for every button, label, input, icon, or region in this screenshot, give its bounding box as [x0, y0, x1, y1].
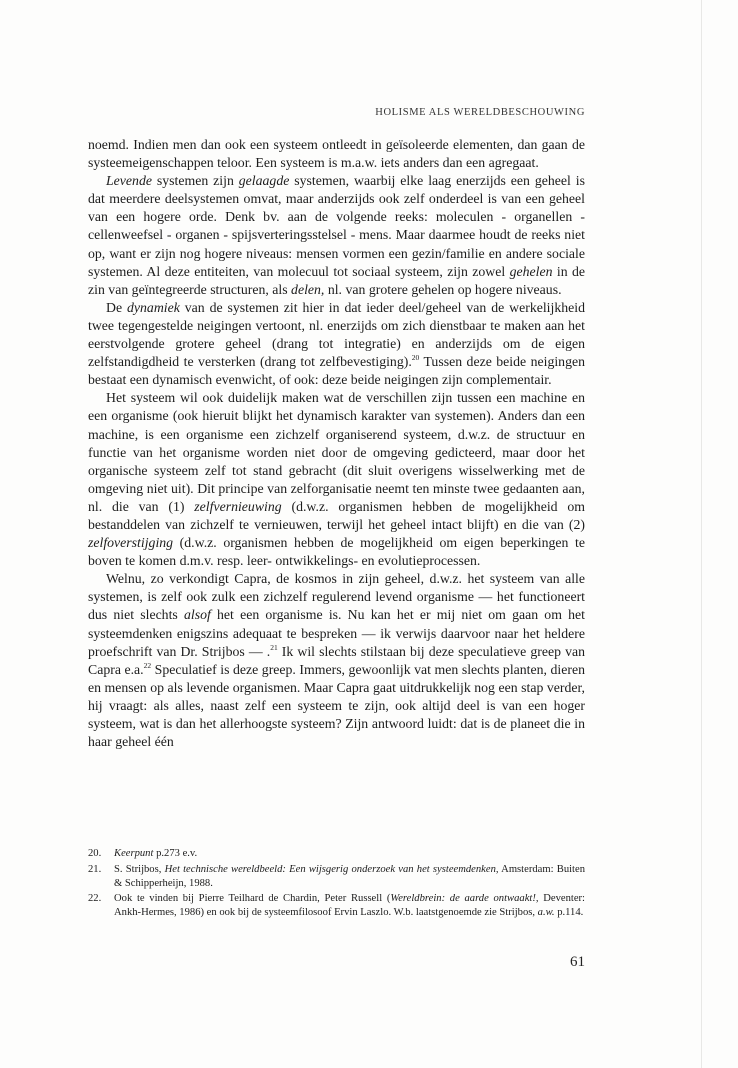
- paragraph: [88, 299, 585, 389]
- text-run: p.273 e.v.: [153, 848, 198, 859]
- footnote-text: [114, 893, 585, 918]
- footnote-reference: 22: [143, 660, 152, 670]
- text-run: Welnu, zo verkondigt Capra, de kosmos in zijn geheel, d.w.z. het systeem van alle systemen, is zelf ook zulk een zichzelf regulerend levend organisme — het functioneert dus niet slechts: [88, 571, 585, 623]
- italic-run: zelfvernieuwing: [194, 498, 282, 514]
- text-run: Ik wil slechts stilstaan bij deze speculatieve greep van Capra e.a.: [88, 643, 586, 677]
- italic-run: Levende: [106, 173, 152, 189]
- footnotes: [88, 847, 585, 922]
- text-run: Speculatief is deze greep. Immers, gewoonlijk vat men slechts planten, dieren en mensen op als levende organismen. Maar Capra gaat uitdrukkelijk nog een stap verder, hij vraagt: als alles, naast zelf een systeem te zijn, ook altijd deel is van een hoger systeem, wat is dan het allerhoogste systeem? Zijn antwoord luidt: dat is de planeet die in haar geheel één: [88, 661, 585, 750]
- footnote-text: [114, 864, 585, 889]
- text-run: Tussen deze beide neigingen bestaat een dynamisch evenwicht, of ook: deze beide neigingen zijn complementair.: [88, 354, 586, 388]
- italic-run: gehelen: [509, 263, 553, 279]
- footnote-reference: 20: [411, 353, 420, 363]
- footnote: [88, 892, 585, 920]
- paragraph: [88, 570, 585, 751]
- paragraph: [88, 136, 585, 172]
- italic-run: zelfoverstijging: [88, 535, 174, 551]
- text-run: systemen, waarbij elke laag enerzijds een geheel is dat meerdere deelsystemen omvat, maar anderzijds ook zelf onderdeel is van een geheel van een hogere orde. Denk bv. aan de volgende reeks: moleculen - organellen - cellenweefsel - organen - spijsverteringsstelsel - mens. Maar daarmee houdt de reeks niet op, want er zijn nog hogere niveaus: mensen vormen een gezin/familie en andere sociale systemen. Al deze entiteiten, van molecuul tot sociaal systeem, zijn zowel: [88, 173, 585, 279]
- footnote-number: 21.: [88, 863, 102, 875]
- italic-run: Wereldbrein: de aarde ontwaakt!,: [390, 893, 539, 905]
- page-number: 61: [570, 954, 585, 970]
- running-head: HOLISME ALS WERELDBESCHOUWING: [375, 107, 585, 118]
- text-run: nl. van grotere gehelen op hogere niveaus.: [324, 281, 562, 297]
- text-run: (d.w.z. organismen hebben de mogelijkheid om bestanddelen van zichzelf te vernieuwen, terwijl het geheel intact blijft) en die van (2): [88, 498, 585, 532]
- text-run: De: [106, 299, 127, 315]
- text-run: Amsterdam: Buiten & Schipperheijn, 1988.: [114, 863, 585, 889]
- text-run: systemen zijn: [151, 173, 239, 189]
- italic-run: a.w.: [537, 907, 555, 919]
- text-run: Het systeem wil ook duidelijk maken wat de verschillen zijn tussen een machine en een organisme (ook hieruit blijkt het dynamisch karakter van systemen). Anders dan een machine, is een organisme een zichzelf organiserend systeem, d.w.z. de structuur en functie van het organisme worden niet door de omgeving gedicteerd, maar door het organische systeem zelf tot stand gebracht (dit sluit overigens wisselwerking met de omgeving niet uit). Dit principe van zelforganisatie neemt ten minste twee gedaanten aan, nl. die van (1): [88, 390, 585, 514]
- paragraph: [88, 172, 585, 299]
- italic-run: dynamiek: [127, 299, 180, 315]
- footnote: [88, 847, 585, 861]
- text-run: (d.w.z. organismen hebben de mogelijkheid om eigen beperkingen te boven te komen d.m.v. resp. leer- ontwikkelings- en evolutieprocessen.: [88, 535, 585, 569]
- text-run: Deventer: Ankh-Hermes, 1986) en ook bij de systeemfilosoof Ervin Laszlo. W.b. laatstgenoemde zie Strijbos,: [114, 893, 585, 919]
- italic-run: Keerpunt: [114, 848, 154, 859]
- italic-run: delen,: [291, 281, 325, 297]
- page-edge-shadow: [701, 0, 702, 1068]
- paragraph: [88, 389, 585, 570]
- text-run: S. Strijbos,: [114, 863, 165, 875]
- text-run: in de zin van geïntegreerde structuren, als: [88, 263, 585, 297]
- footnote-number: 22.: [88, 893, 102, 905]
- text-run: noemd. Indien men dan ook een systeem ontleedt in geïsoleerde elementen, dan gaan de systeemeigenschappen teloor. Een systeem is m.a.w. iets anders dan een agregaat.: [88, 137, 585, 171]
- footnote-text: [114, 848, 197, 859]
- italic-run: gelaagde: [238, 173, 290, 189]
- footnote-number: 20.: [88, 848, 102, 859]
- text-run: het een organisme is. Nu kan het er mij niet om gaan om het systeemdenken enigszins adequaat te bespreken — ik verwijs daarvoor naar het heldere proefschrift van Dr. Strijbos — .: [88, 607, 585, 659]
- body-text: [88, 136, 585, 751]
- footnote-reference: 21: [270, 642, 278, 652]
- text-run: p.114.: [554, 907, 584, 919]
- text-run: van de systemen zit hier in dat ieder deel/geheel van de werkelijkheid twee tegengestelde neigingen vertoont, nl. enerzijds om zich dienstbaar te maken aan het eerstvolgende grotere geheel (drang tot integratie) en anderzijds om de eigen zelfstandigdheid te versterken (drang tot zelfbevestiging).: [88, 299, 585, 370]
- italic-run: Het technische wereldbeeld: Een wijsgerig onderzoek van het systeemdenken,: [164, 863, 499, 875]
- footnote: [88, 863, 585, 891]
- text-run: Ook te vinden bij Pierre Teilhard de Chardin, Peter Russell (: [114, 893, 391, 905]
- italic-run: alsof: [183, 607, 211, 623]
